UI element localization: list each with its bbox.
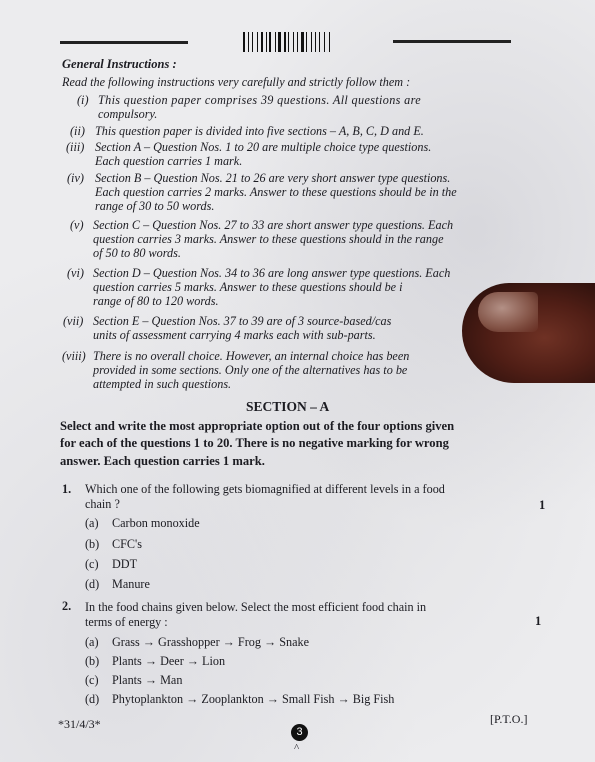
barcode-stripe — [297, 32, 299, 52]
question-text: In the food chains given below. Select the most efficient food chain in — [85, 600, 427, 614]
barcode-stripe — [249, 32, 251, 52]
option-text: Phytoplankton → Zooplankton → Small Fish → Big Fish — [112, 692, 395, 706]
barcode-stripe — [277, 32, 278, 52]
barcode-stripe — [252, 32, 253, 52]
read-instructions-line: Read the following instructions very carefully and strictly follow them : — [62, 75, 411, 89]
instruction-line: units of assessment carrying 4 marks each with sub-parts. — [93, 328, 376, 342]
barcode-stripe — [301, 32, 304, 52]
instruction-line: question carries 5 marks. Answer to these questions should be i — [93, 280, 403, 294]
header-rule-left — [60, 41, 188, 44]
barcode-stripe — [293, 32, 294, 52]
instruction-line: This question paper is divided into five sections – A, B, C, D and E. — [95, 124, 424, 138]
barcode-stripe — [264, 32, 265, 52]
barcode-stripe — [269, 32, 271, 52]
instruction-number: (iii) — [66, 140, 85, 154]
option-text: CFC's — [112, 537, 142, 551]
instruction-number: (ii) — [70, 124, 85, 138]
option-text: Plants → Man — [112, 673, 183, 687]
section-a-directions-line: answer. Each question carries 1 mark. — [60, 454, 265, 468]
instruction-line: question carries 3 marks. Answer to these questions should in the range — [93, 232, 444, 246]
instruction-line: Section A – Question Nos. 1 to 20 are multiple choice type questions. — [95, 140, 432, 154]
instruction-line: range of 80 to 120 words. — [93, 294, 219, 308]
option-label: (a) — [85, 516, 99, 530]
instruction-line: Section B – Question Nos. 21 to 26 are very short answer type questions. — [95, 171, 451, 185]
barcode-stripe — [284, 32, 286, 52]
barcode-stripe — [311, 32, 312, 52]
option-label: (d) — [85, 692, 100, 706]
pto-label: [P.T.O.] — [490, 712, 528, 726]
instruction-line: This question paper comprises 39 questions. All questions are — [98, 93, 421, 107]
paper-code: *31/4/3* — [58, 717, 101, 731]
barcode-stripe — [243, 32, 245, 52]
barcode-stripe — [326, 32, 329, 52]
barcode-stripe — [321, 32, 323, 52]
barcode-stripe — [329, 32, 330, 52]
instruction-number: (iv) — [67, 171, 84, 185]
barcode-stripe — [278, 32, 281, 52]
barcode-stripe — [308, 32, 310, 52]
question-number: 2. — [62, 599, 72, 613]
finger-nail — [478, 292, 538, 332]
option-text: Grass → Grasshopper → Frog → Snake — [112, 635, 310, 649]
option-text: Manure — [112, 577, 150, 591]
general-instructions-heading: General Instructions : — [62, 57, 177, 71]
instruction-line: Each question carries 1 mark. — [95, 154, 243, 168]
instruction-line: compulsory. — [98, 107, 158, 121]
barcode-stripe — [295, 32, 296, 52]
instruction-line: attempted in such questions. — [93, 377, 232, 391]
barcode-stripe — [282, 32, 283, 52]
barcode-stripe — [254, 32, 257, 52]
option-label: (c) — [85, 557, 99, 571]
instruction-line: provided in some sections. Only one of the alternatives has to be — [93, 363, 408, 377]
instruction-line: There is no overall choice. However, an internal choice has been — [93, 349, 410, 363]
barcode-stripe — [246, 32, 247, 52]
instruction-line: Section D – Question Nos. 34 to 36 are long answer type questions. Each — [93, 266, 451, 280]
option-label: (a) — [85, 635, 99, 649]
instruction-number: (vii) — [63, 314, 84, 328]
instruction-number: (i) — [77, 93, 89, 107]
barcode-stripe — [324, 32, 325, 52]
instruction-line: Section E – Question Nos. 37 to 39 are of 3 source-based/cas — [93, 314, 392, 328]
header-rule-right — [393, 40, 511, 43]
barcode-stripe — [290, 32, 292, 52]
section-a-title: SECTION – A — [246, 399, 330, 414]
instruction-line: Section C – Question Nos. 27 to 33 are short answer type questions. Each — [93, 218, 454, 232]
section-a-directions-line: Select and write the most appropriate option out of the four options given — [60, 419, 455, 433]
page-number: 3 — [291, 724, 308, 741]
barcode-stripe — [317, 32, 318, 52]
section-a-directions-line: for each of the questions 1 to 20. There is no negative marking for wrong — [60, 436, 449, 450]
instruction-line: of 50 to 80 words. — [93, 246, 181, 260]
barcode-stripe — [272, 32, 274, 52]
option-label: (b) — [85, 654, 100, 668]
barcode-stripe — [306, 32, 307, 52]
barcode-stripe — [259, 32, 260, 52]
question-number: 1. — [62, 482, 72, 496]
barcode-stripe — [266, 32, 267, 52]
option-label: (b) — [85, 537, 100, 551]
barcode-stripe — [299, 32, 300, 52]
barcode — [243, 32, 333, 52]
barcode-stripe — [268, 32, 269, 52]
option-text: Carbon monoxide — [112, 516, 200, 530]
barcode-stripe — [248, 32, 249, 52]
instruction-number: (vi) — [67, 266, 84, 280]
question-text: terms of energy : — [85, 615, 168, 629]
barcode-stripe — [288, 32, 289, 52]
barcode-stripe — [319, 32, 320, 52]
option-label: (c) — [85, 673, 99, 687]
option-label: (d) — [85, 577, 100, 591]
barcode-stripe — [305, 32, 306, 52]
question-text: chain ? — [85, 497, 120, 511]
option-text: DDT — [112, 557, 138, 571]
barcode-stripe — [261, 32, 263, 52]
barcode-stripe — [331, 32, 332, 52]
instruction-line: range of 30 to 50 words. — [95, 199, 215, 213]
instruction-number: (v) — [70, 218, 84, 232]
option-text: Plants → Deer → Lion — [112, 654, 226, 668]
question-text: Which one of the following gets biomagnified at different levels in a food — [85, 482, 445, 496]
instruction-number: (viii) — [62, 349, 86, 363]
barcode-stripe — [313, 32, 314, 52]
instruction-line: Each question carries 2 marks. Answer to these questions should be in the — [95, 185, 457, 199]
barcode-stripe — [275, 32, 276, 52]
barcode-stripe — [315, 32, 317, 52]
caret-mark: ^ — [294, 742, 300, 754]
question-marks: 1 — [535, 614, 542, 628]
barcode-stripe — [257, 32, 258, 52]
question-marks: 1 — [539, 498, 546, 512]
barcode-stripe — [287, 32, 288, 52]
